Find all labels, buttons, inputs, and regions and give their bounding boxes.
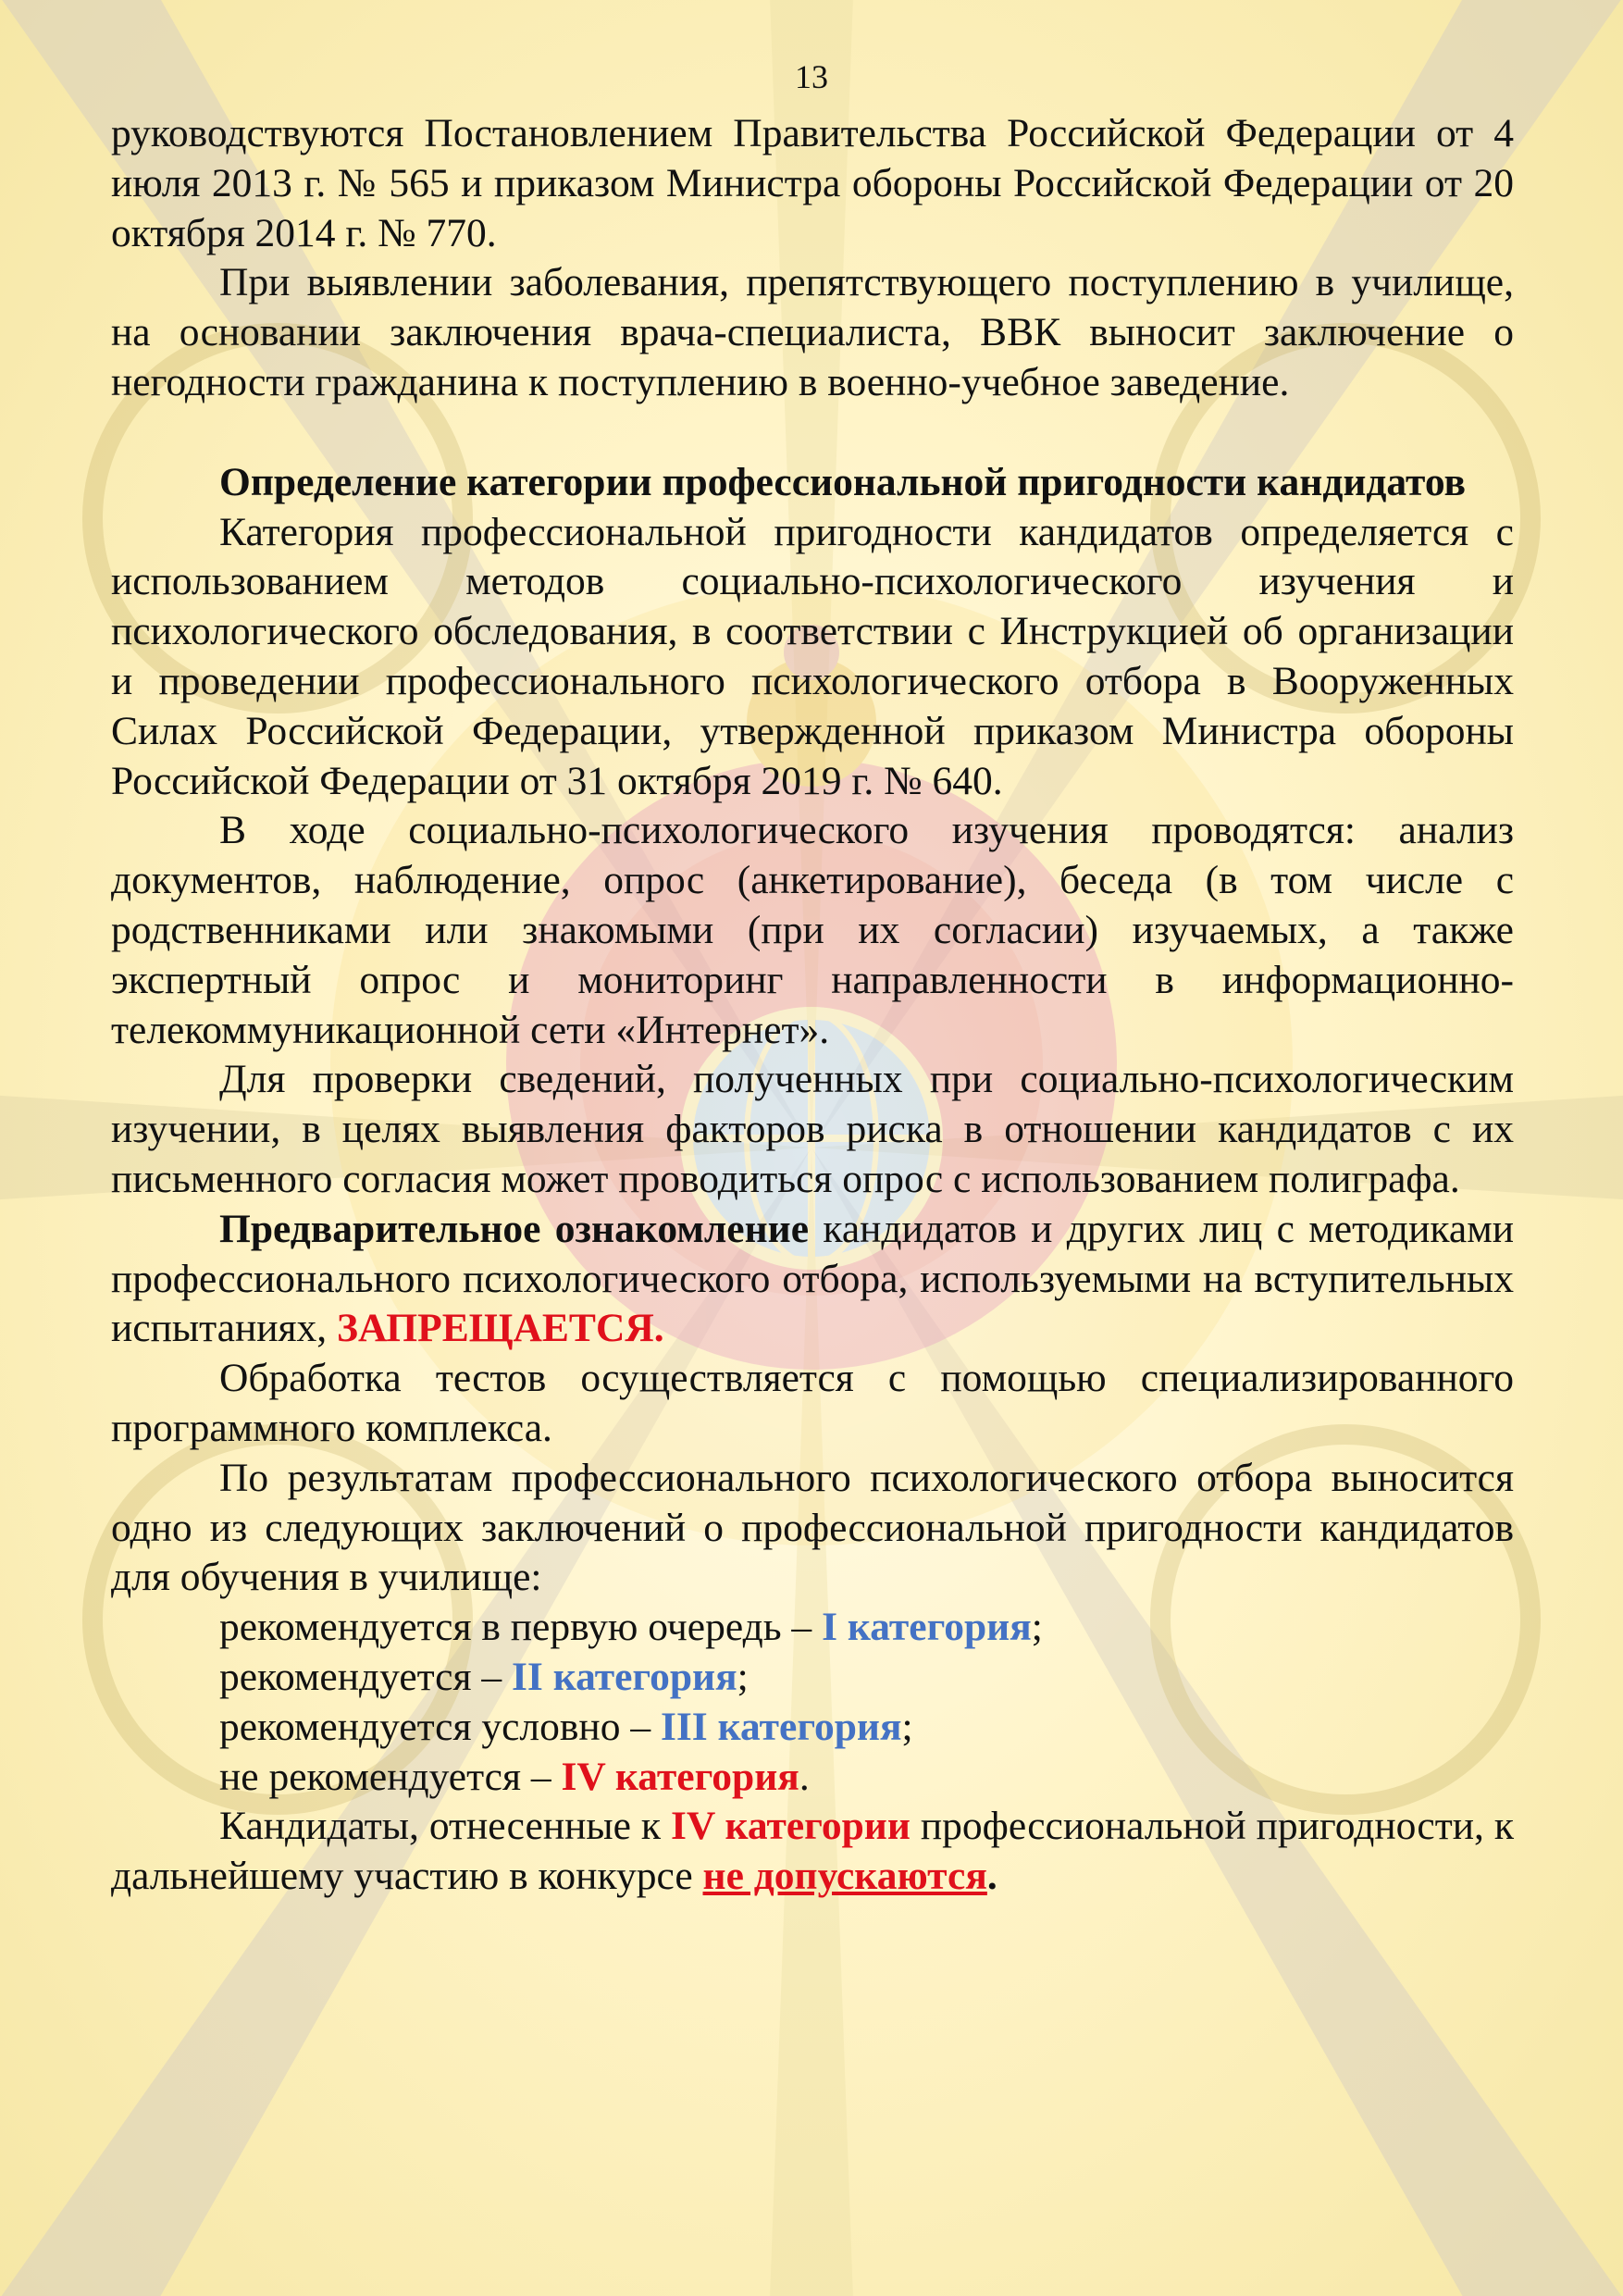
prohibition-paragraph [111, 1205, 1514, 1354]
category-end: ; [901, 1704, 913, 1749]
category-item [111, 1653, 1514, 1703]
intro-paragraph: руководствуются Постановлением Правительства Российской Федерации от 4 июля 2013 г. № 565 и приказом Министра обороны Российской Федерации от 20 октября 2014 г. № 770. [111, 111, 1514, 255]
category-text: рекомендуется в первую очередь – [219, 1605, 823, 1650]
category-text: рекомендуется условно – [219, 1704, 661, 1749]
exclusion-warning: не допускаются [702, 1854, 987, 1899]
exclusion-category: IV категории [670, 1804, 911, 1849]
polygraph-paragraph: Для проверки сведений, полученных при социально-психологическим изучении, в целях выявления факторов риска в отношении кандидатов с их письменного согласия может проводиться опрос с использованием полиграфа. [111, 1057, 1514, 1201]
category-end: ; [1031, 1605, 1043, 1650]
category-item [111, 1603, 1514, 1653]
page-number: 13 [795, 58, 828, 95]
category-end: . [799, 1754, 810, 1799]
category-item [111, 1753, 1514, 1803]
spacer [111, 408, 1514, 458]
results-paragraph: По результатам профессионального психологического отбора выносится одно из следующих заключений о профессиональной пригодности кандидатов для обучения в училище: [111, 1455, 1514, 1600]
category-label: IV категория [561, 1754, 799, 1799]
study-methods-paragraph: В ходе социально-психологического изучения проводятся: анализ документов, наблюдение, опрос (анкетирование), беседа (в том числе с родственниками или знакомыми (при их согласии) изучаемых, а также экспертный опрос и мониторинг направленности в информационно-телекоммуникационной сети «Интернет». [111, 808, 1514, 1052]
disease-paragraph: При выявлении заболевания, препятствующего поступлению в училище, на основании заключения врача-специалиста, ВВК выносит заключение о негодности гражданина к поступлению в военно-учебное заведение. [111, 260, 1514, 404]
category-text: не рекомендуется – [219, 1754, 562, 1799]
category-text: рекомендуется – [219, 1654, 512, 1699]
prohibition-warning: ЗАПРЕЩАЕТСЯ. [337, 1306, 664, 1351]
exclusion-end: . [986, 1854, 997, 1899]
category-label: I категория [822, 1605, 1032, 1650]
prohibition-text: кандидатов и других лиц с методиками профессионального психологического отбора, используемыми на вступительных испытаниях, [111, 1206, 1514, 1351]
exclusion-paragraph [111, 1802, 1514, 1902]
exclusion-text-mid: профессиональной пригодности, к дальнейшему участию в конкурсе [111, 1804, 1514, 1899]
category-definition-paragraph: Категория профессиональной пригодности кандидатов определяется с использованием методов социально-психологического изучения и психологического обследования, в соответствии с Инструкцией об организации и проведении профессионального психологического отбора в Вооруженных Силах Российской Федерации, утвержденной приказом Министра обороны Российской Федерации от 31 октября 2019 г. № 640. [111, 509, 1514, 803]
category-end: ; [737, 1654, 749, 1699]
category-label: II категория [512, 1654, 737, 1699]
processing-paragraph: Обработка тестов осуществляется с помощью специализированного программного комплекса. [111, 1356, 1514, 1450]
category-label: III категория [660, 1704, 902, 1749]
category-item [111, 1703, 1514, 1753]
document-body [111, 109, 1514, 1902]
prohibition-bold: Предварительное ознакомление [219, 1206, 810, 1251]
section-heading: Определение категории профессиональной пригодности кандидатов [219, 459, 1466, 504]
exclusion-text-start: Кандидаты, отнесенные к [219, 1804, 671, 1849]
